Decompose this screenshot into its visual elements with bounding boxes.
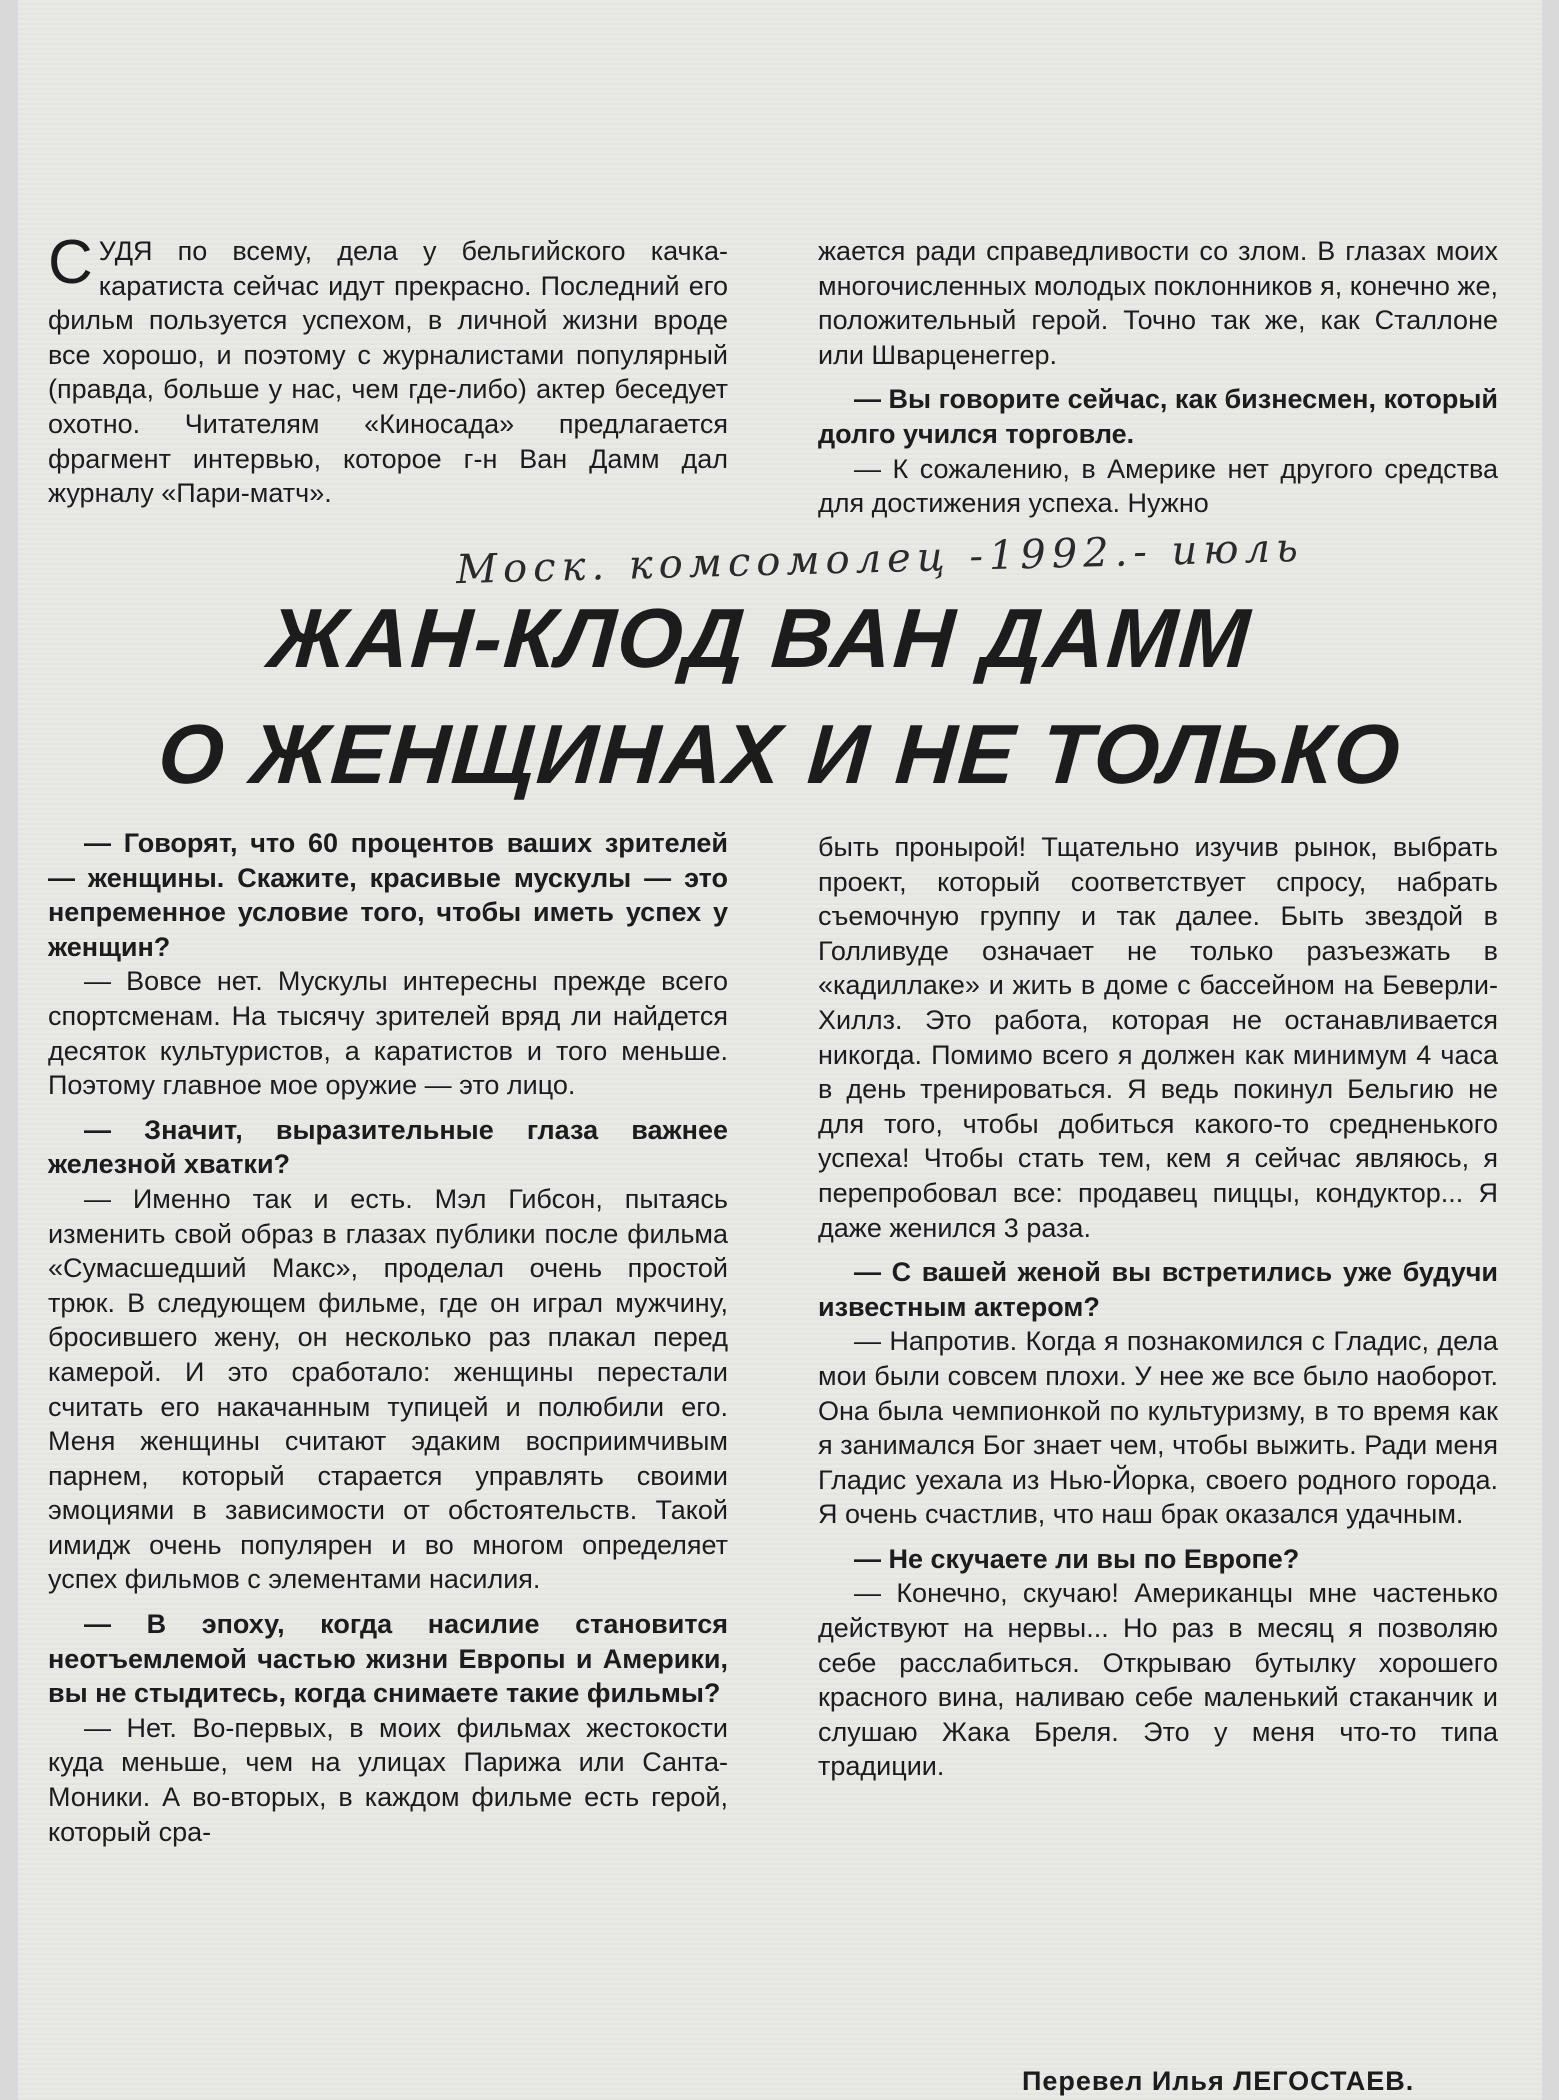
answer: — Нет. Во-первых, в моих фильмах жестокости куда меньше, чем на улицах Парижа или Санта-Моники. А во-вторых, в каждом фильме есть герой, который сра- [48, 1712, 728, 1847]
intro-column-right [818, 234, 1498, 521]
question: — С вашей женой вы встретились уже будучи известным актером? [818, 1257, 1498, 1322]
answer-continued: быть пронырой! Тщательно изучив рынок, выбрать проект, который соответствует спросу, набрать съемочную группу и так далее. Быть звездой в Голливуде означает не только разъезжать в «кадиллаке» и жить в доме с бассейном на Беверли-Хиллз. Это работа, которая не останавливается никогда. Помимо всего я должен как минимум 4 часа в день тренироваться. Я ведь покинул Бельгию не для того, чтобы добиться какого-то средненького успеха! Чтобы стать тем, кем я сейчас являюсь, я перепробовал все: продавец пиццы, кондуктор... Я даже женился 3 раза. [818, 832, 1498, 1243]
answer: — Именно так и есть. Мэл Гибсон, пытаясь изменить свой образ в глазах публики после фильма «Сумасшедший Макс», проделал очень простой трюк. В следующем фильме, где он играл мужчину, бросившего жену, он несколько раз плакал перед камерой. И это сработало: женщины перестали считать его накачанным тупицей и полюбили его. Меня женщины считают эдаким восприимчивым парнем, который старается управлять своими эмоциями в зависимости от обстоятельств. Такой имидж очень популярен и во многом определяет успех фильмов с элементами насилия. [48, 1183, 728, 1595]
headline-line-2 [15, 706, 1546, 802]
intro-column-left [48, 228, 728, 511]
question: — Говорят, что 60 процентов ваших зрителей — женщины. Скажите, красивые мускулы — это непременное условие того, чтобы иметь успех у женщин? [48, 828, 728, 962]
body-column-right [818, 830, 1498, 1784]
headline-text: О ЖЕНЩИНАХ И НЕ ТОЛЬКО [155, 707, 1405, 801]
question: — Значит, выразительные глаза важнее железной хватки? [48, 1114, 728, 1180]
paragraph: — К сожалению, в Америке нет другого средства для достижения успеха. Нужно [818, 453, 1498, 519]
answer: — Напротив. Когда я познакомился с Гладис, дела мои были совсем плохи. У нее же все было наоборот. Она была чемпионкой по культуризму, в то время как я занимался Бог знает чем, чтобы выжить. Ради меня Гладис уехала из Нью-Йорка, своего родного города. Я очень счастлив, что наш брак оказался удачным. [818, 1326, 1498, 1530]
paragraph: жается ради справедливости со злом. В глазах моих многочисленных молодых поклонников я, конечно же, положительный герой. Точно так же, как Сталлоне или Шварценеггер. [818, 236, 1499, 370]
question: — Не скучаете ли вы по Европе? [854, 1543, 1300, 1574]
question: — Вы говорите сейчас, как бизнесмен, который долго учился торговле. [818, 384, 1498, 449]
answer: — Конечно, скучаю! Американцы мне частенько действуют на нервы... Но раз в месяц я позволяю себе расслабиться. Открываю бутылку хорошего красного вина, наливаю себе маленький стаканчик и слушаю Жака Бреля. Это у меня что-то типа традиции. [818, 1578, 1498, 1782]
intro-text: УДЯ по всему, дела у бельгийского качка-каратиста сейчас идут прекрасно. Последний его фильм пользуется успехом, в личной жизни вроде все хорошо, и поэтому с журналистами популярный (правда, больше у нас, чем где-либо) актер беседует охотно. Читателям «Киносада» предлагается фрагмент интервью, которое г-н Ван Дамм дал журналу «Пари-матч». [48, 236, 728, 509]
body-column-left [48, 826, 728, 1849]
translator-byline: Перевел Илья ЛЕГОСТАЕВ. [1022, 2066, 1415, 2096]
drop-cap: С [48, 228, 93, 297]
headline-line-1 [0, 590, 1525, 686]
question: — В эпоху, когда насилие становится неотъемлемой частью жизни Европы и Америки, вы не стыдитесь, когда снимаете такие фильмы? [48, 1609, 728, 1709]
newspaper-clipping [18, 0, 1542, 2100]
intro-paragraph [48, 228, 728, 511]
answer: — Вовсе нет. Мускулы интересны прежде всего спортсменам. На тысячу зрителей вряд ли найдется десяток культуристов, а каратистов и того меньше. Поэтому главное мое оружие — это лицо. [48, 966, 728, 1101]
headline-text: ЖАН-КЛОД ВАН ДАММ [265, 591, 1255, 685]
handwritten-source-note: Моск. комсомолец -1992.- июль [455, 524, 1305, 594]
